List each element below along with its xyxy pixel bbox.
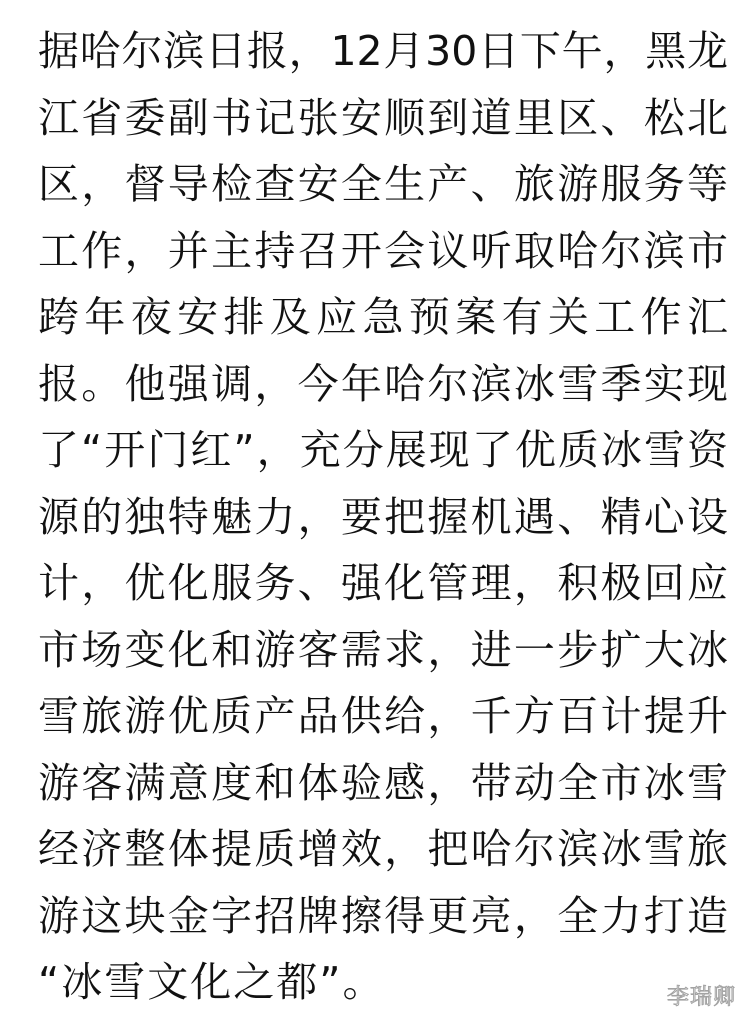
article-line: 报。他强调，今年哈尔滨冰雪季实现 [38,359,728,408]
article-line: 江省委副书记张安顺到道里区、松北 [38,93,728,142]
author-watermark: 李瑞卿 [666,985,736,1010]
article-line: 计，优化服务、强化管理，积极回应 [38,559,728,607]
article-line: 区，督导检查安全生产、旅游服务等 [38,160,728,208]
article-line: 游这块金字招牌擦得更亮，全力打造 [38,891,728,940]
article-line: 市场变化和游客需求，进一步扩大冰 [38,625,728,674]
article-line: 工作，并主持召开会议听取哈尔滨市 [38,226,728,275]
article-line: 经济整体提质增效，把哈尔滨冰雪旅 [38,825,728,873]
article-line: 游客满意度和体验感，带动全市冰雪 [38,758,728,807]
article-line: 了“开门红”，充分展现了优质冰雪资 [38,426,728,474]
article-line: “冰雪文化之都”。 [38,958,386,1006]
article-line: 源的独特魅力，要把握机遇、精心设 [38,492,728,541]
article-line: 跨年夜安排及应急预案有关工作汇 [38,293,728,341]
article-body [38,18,728,1016]
article-line: 据哈尔滨日报，12月30日下午，黑龙 [38,27,728,75]
article-line: 雪旅游优质产品供给，千方百计提升 [38,692,728,740]
